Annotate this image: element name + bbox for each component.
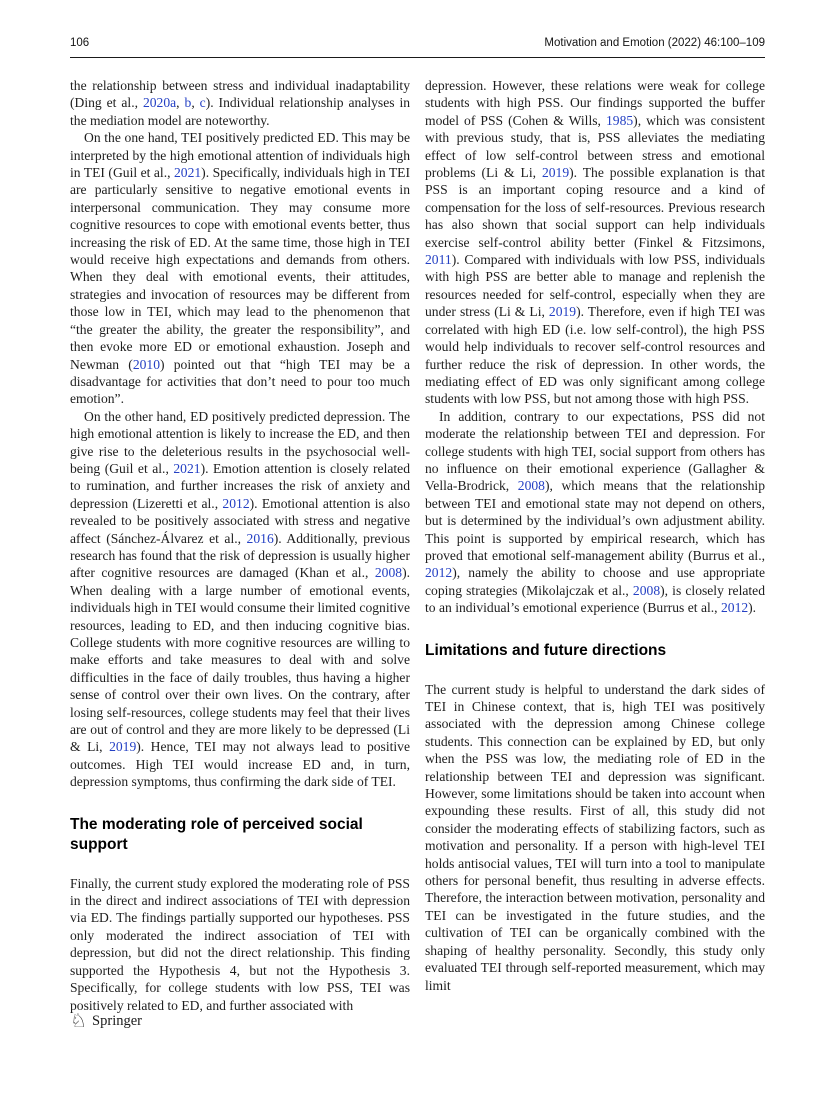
left-column	[70, 77, 410, 1014]
running-head	[70, 37, 765, 58]
paragraph: depression. However, these relations were weak for college students with high PSS. Our findings supported the buffer model of PSS (Cohen & Wills, 1985), which was consistent with previous study, that is, PSS alleviates the mediating effect of low self-control between stress and emotional problems (Li & Li, 2019). The possible explanation is that PSS is an important coping resource and a kind of compensation for the loss of self-resources. Previous research has also shown that social support can help individuals exercise self-control ability better (Finkel & Fitzsimons, 2011). Compared with individuals with low PSS, individuals with high PSS are better able to manage and replenish the resources needed for self-control, especially when they are under stress (Li & Li, 2019). Therefore, even if high TEI was correlated with high ED (i.e. low self-control), the high PSS would help individuals to recover self-control resources and further reduce the risk of depression. In other words, the mediating effect of ED was only significant among college students with low PSS, but not among those with high PSS.	[425, 78, 766, 407]
citation-link[interactable]: 2019	[541, 165, 570, 181]
citation-link[interactable]: 2019	[109, 739, 137, 755]
citation-link[interactable]: 2012	[425, 565, 453, 581]
paragraph: the relationship between stress and individual inadaptability (Ding et al., 2020a, b, c). Individual relationship analyses in the mediation model are noteworthy.	[70, 78, 411, 128]
journal-citation: Motivation and Emotion (2022) 46:100–109	[544, 37, 765, 49]
publisher-name: Springer	[92, 1013, 142, 1029]
citation-link[interactable]: 2011	[425, 252, 452, 268]
citation-link[interactable]: 2020a	[142, 95, 177, 111]
body-columns	[70, 77, 765, 1014]
citation-link[interactable]: 2012	[720, 600, 749, 616]
citation-link[interactable]: 2010	[132, 356, 160, 372]
paragraph: Finally, the current study explored the moderating role of PSS in the direct and indirect associations of TEI with depression via ED. The findings partially supported our hypotheses. PSS only moderated the indirect association of TEI with depression, but did not the direct relationship. This finding supported the Hypothesis 4, but not the Hypothesis 3. Specifically, for college students with low PSS, TEI was positively related to ED, and further associated with	[70, 875, 410, 1013]
chess-knight-icon: ♘	[70, 1010, 88, 1032]
citation-link[interactable]: 2019	[548, 304, 577, 320]
section-heading: Limitations and future directions	[425, 641, 667, 659]
citation-link[interactable]: 2012	[222, 495, 250, 511]
citation-link[interactable]: 2008	[517, 478, 545, 494]
page-number: 106	[70, 37, 90, 49]
citation-link[interactable]: 1985	[605, 112, 634, 128]
citation-link[interactable]: b	[184, 95, 192, 111]
citation-link[interactable]: 2016	[246, 530, 274, 546]
paragraph: In addition, contrary to our expectations, PSS did not moderate the relationship between TEI and depression. For college students with high TEI, social support from others has no influence on their emotional experience (Gallagher & Vella-Brodrick, 2008), which means that the relationship between TEI and emotional state may not depend on others, but is determined by the individual’s own adjustment ability. This point is supported by empirical research, which has proved that emotional self-management ability (Burrus et al., 2012), namely the ability to choose and use appropriate coping strategies (Mikolajczak et al., 2008), is closely related to an individual’s emotional experience (Burrus et al., 2012).	[425, 408, 766, 616]
publisher-footer	[70, 1012, 142, 1031]
paragraph: On the other hand, ED positively predicted depression. The high emotional attention is likely to increase the ED, and then give rise to the deleterious results in the psychosocial well-being (Guil et al., 2021). Emotion attention is closely related to rumination, and further increases the risk of anxiety and depression (Lizeretti et al., 2012). Emotional attention is also revealed to be positively associated with stress and negative affect (Sánchez-Álvarez et al., 2016). Additionally, previous research has found that the risk of depression is usually higher after cognitive resources are damaged (Khan et al., 2008). When dealing with a large number of emotional events, individuals high in TEI would consume their limited cognitive resources, leading to ED, and then inducing cognitive bias. College students with more cognitive resources are willing to make efforts and take measures to deal with and solve difficulties in the face of daily troubles, thus having a higher sense of control over their own lives. On the contrary, after losing self-resources, college students may feel that their lives are out of control and they are more likely to be depressed (Li & Li, 2019). Hence, TEI may not always lead to positive outcomes. High TEI would increase ED and, in turn, depression symptoms, thus confirming the dark side of TEI.	[70, 408, 410, 790]
paragraph: On the one hand, TEI positively predicted ED. This may be interpreted by the high emotional attention of individuals high in TEI (Guil et al., 2021). Specifically, individuals high in TEI are particularly sensitive to negative emotional events in interpersonal communication. They may consume more cognitive resources to cope with emotional events better, thus increasing the risk of ED. At the same time, those high in TEI would receive high expectations and demands from others. When they deal with emotional events, their attitudes, strategies and invocation of resources may be different from those low in TEI, which may lead to the phenomenon that “the greater the ability, the greater the responsibility”, and then evoke more ED or emotional exhaustion. Joseph and Newman (2010) pointed out that “high TEI may be a disadvantage for activities that don’t need to pour too much emotion”.	[70, 130, 411, 407]
citation-link[interactable]: 2008	[374, 565, 403, 581]
paragraph: The current study is helpful to understand the dark sides of TEI in Chinese context, that is, high TEI was positively associated with the depression among Chinese college students. This connection can be explained by ED, but only when the PSS was low, the mediating role of ED in the relationship between TEI and depression was significant. However, some limitations should be taken into account when expounding these results. First of all, this study did not consider the moderating effects of stabilizing factors, such as motivation and personality. If a person with high-level TEI holds antisocial values, TEI will turn into a tool to manipulate others for personal benefit, thus resulting in adverse effects. Therefore, the interaction between motivation, personality and TEI can be investigated in the future studies, and the cultivation of TEI can be organically combined with the shaping of healthy personality. Secondly, this study only evaluated TEI through self-reported measurement, which may limit	[425, 681, 765, 993]
citation-link[interactable]: 2008	[632, 582, 661, 598]
citation-link[interactable]: 2021	[173, 460, 201, 476]
citation-link[interactable]: 2021	[173, 165, 202, 181]
citation-link[interactable]: c	[199, 95, 206, 111]
section-heading: The moderating role of perceived social support	[70, 815, 363, 853]
right-column	[425, 77, 765, 1014]
